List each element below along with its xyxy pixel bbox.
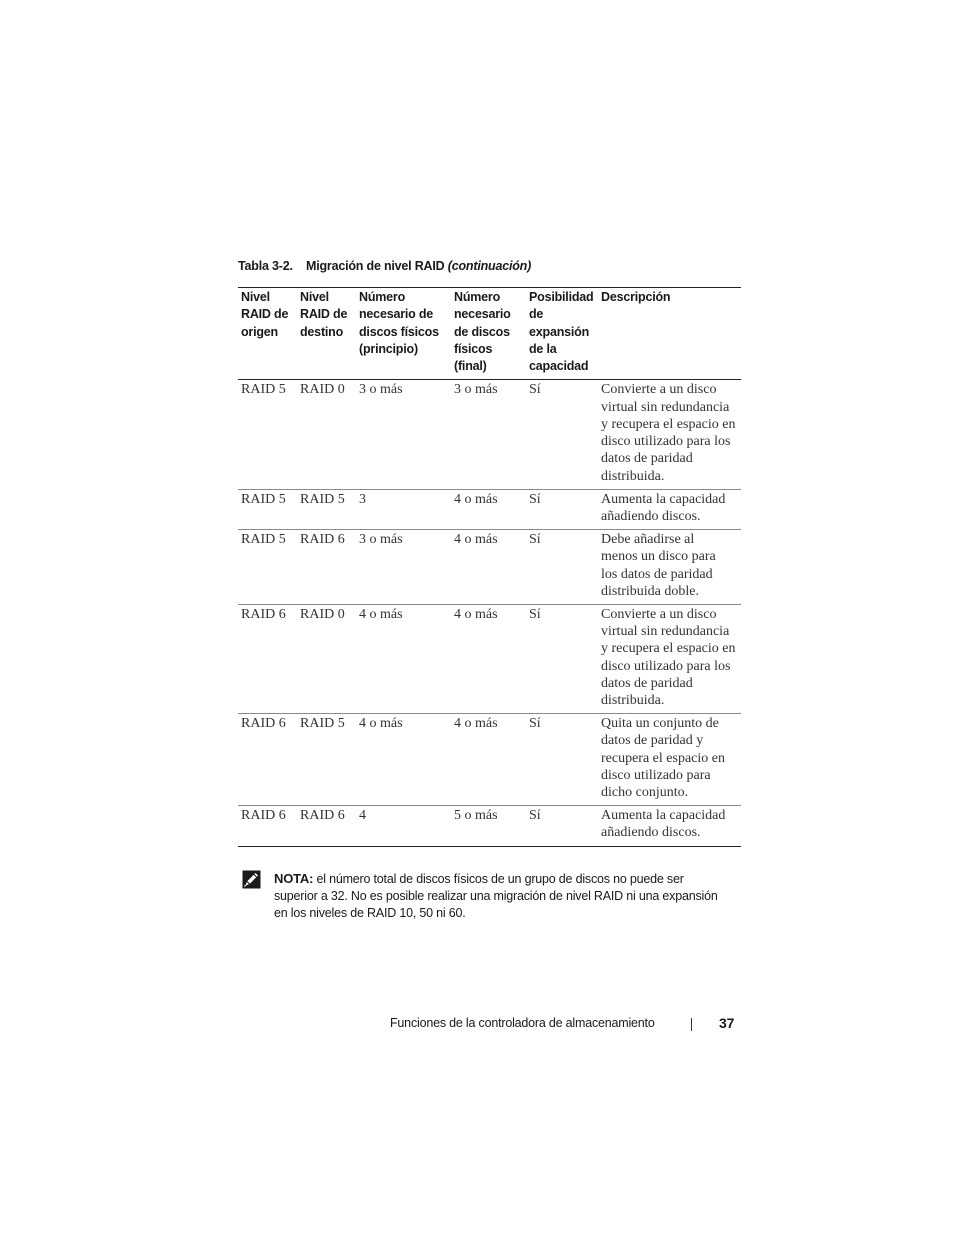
cell-nivel-origen: RAID 6 (241, 606, 286, 622)
descripcion-line: disco utilizado para los (601, 434, 731, 450)
cell-descripcion (598, 806, 741, 846)
table-number: Tabla 3-2. (238, 259, 293, 273)
descripcion-line: Aumenta la capacidad (601, 808, 726, 824)
header-line: destino (300, 324, 344, 339)
header-line: (principio) (359, 341, 418, 356)
cell-nivel-origen: RAID 6 (241, 716, 286, 732)
table-header-row (238, 288, 741, 380)
cell-discos-final: 4 o más (454, 716, 498, 732)
header-line: (final) (454, 359, 487, 374)
cell-nivel-destino: RAID 0 (300, 606, 345, 622)
header-line: necesario (454, 307, 511, 322)
table-row (238, 604, 741, 713)
descripcion-line: y recupera el espacio en (601, 416, 736, 432)
cell-posibilidad-expansion: Sí (529, 808, 541, 824)
descripcion-line: disco utilizado para los (601, 658, 731, 674)
table-title: Migración de nivel RAID (306, 259, 445, 273)
note-pencil-icon (242, 870, 261, 889)
cell-nivel-destino: RAID 0 (300, 382, 345, 398)
note-line-1: el número total de discos físicos de un grupo de discos no puede ser (313, 872, 684, 886)
cell-discos-final: 5 o más (454, 808, 498, 824)
page-number: 37 (719, 1015, 735, 1031)
note-line-3: en los niveles de RAID 10, 50 ni 60. (274, 906, 466, 921)
descripcion-line: virtual sin redundancia (601, 399, 730, 415)
header-line: discos físicos (359, 324, 439, 339)
raid-migration-table (238, 287, 741, 847)
cell-nivel-origen: RAID 5 (241, 382, 286, 398)
note-label: NOTA: (274, 871, 314, 886)
table-continuation: (continuación) (447, 259, 532, 273)
footer-section-title: Funciones de la controladora de almacenamiento (390, 1016, 655, 1030)
header-line: físicos (454, 341, 493, 356)
header-line: RAID de (241, 307, 289, 322)
descripcion-line: distribuida doble. (601, 583, 699, 599)
header-line: expansión (529, 324, 590, 339)
cell-descripcion (598, 380, 741, 489)
descripcion-line: añadiendo discos. (601, 508, 701, 524)
descripcion-line: menos un disco para (601, 549, 716, 565)
header-line: necesario de (359, 307, 434, 322)
descripcion-line: añadiendo discos. (601, 825, 701, 841)
cell-discos-final: 4 o más (454, 491, 498, 507)
cell-descripcion (598, 530, 741, 605)
table-row (238, 489, 741, 529)
descripcion-line: distribuida. (601, 468, 665, 484)
cell-nivel-destino: RAID 5 (300, 716, 345, 732)
cell-nivel-origen: RAID 5 (241, 532, 286, 548)
descripcion-line: y recupera el espacio en (601, 641, 736, 657)
descripcion-line: dicho conjunto. (601, 784, 689, 800)
cell-discos-final: 3 o más (454, 382, 498, 398)
descripcion-line: datos de paridad (601, 451, 693, 467)
table-row (238, 714, 741, 806)
cell-nivel-destino: RAID 6 (300, 808, 345, 824)
cell-discos-final: 4 o más (454, 532, 498, 548)
cell-discos-final: 4 o más (454, 606, 498, 622)
header-nivel-origen (238, 288, 297, 380)
cell-posibilidad-expansion: Sí (529, 491, 541, 507)
descripcion-line: datos de paridad y (601, 733, 704, 749)
footer-separator (691, 1018, 692, 1031)
descripcion-line: Aumenta la capacidad (601, 491, 726, 507)
descripcion-line: Convierte a un disco (601, 606, 717, 622)
descripcion-line: Quita un conjunto de (601, 716, 719, 732)
table-row (238, 806, 741, 846)
cell-discos-principio: 4 o más (359, 716, 403, 732)
cell-descripcion (598, 604, 741, 713)
cell-nivel-origen: RAID 6 (241, 808, 286, 824)
descripcion-line: Convierte a un disco (601, 382, 717, 398)
cell-discos-principio: 3 o más (359, 532, 403, 548)
table-caption (238, 259, 531, 273)
header-nivel-destino (297, 288, 356, 380)
descripcion-line: Debe añadirse al (601, 532, 695, 548)
note-text (274, 870, 744, 923)
descripcion-line: distribuida. (601, 692, 665, 708)
note-line-2: superior a 32. No es posible realizar una migración de nivel RAID ni una expansión (274, 889, 718, 904)
table-row (238, 530, 741, 605)
page-footer (390, 1015, 735, 1031)
table-body (238, 380, 741, 846)
cell-posibilidad-expansion: Sí (529, 606, 541, 622)
header-line: de la (529, 341, 557, 356)
header-line: Número (454, 290, 501, 304)
cell-nivel-destino: RAID 6 (300, 532, 345, 548)
cell-nivel-origen: RAID 5 (241, 491, 286, 507)
header-line: de discos (454, 324, 510, 339)
header-line: Número (359, 290, 406, 304)
header-discos-final (451, 288, 526, 380)
header-line: de (529, 307, 544, 322)
header-descripcion (598, 288, 741, 380)
header-line: Nivel (300, 290, 329, 304)
cell-discos-principio: 4 o más (359, 606, 403, 622)
cell-posibilidad-expansion: Sí (529, 382, 541, 398)
table-row (238, 380, 741, 489)
cell-descripcion (598, 489, 741, 529)
descripcion-line: recupera el espacio en (601, 750, 725, 766)
header-line: capacidad (529, 359, 589, 374)
descripcion-line: datos de paridad (601, 675, 693, 691)
cell-discos-principio: 4 (359, 808, 366, 824)
cell-discos-principio: 3 (359, 491, 366, 507)
descripcion-line: los datos de paridad (601, 566, 713, 582)
cell-posibilidad-expansion: Sí (529, 716, 541, 732)
cell-nivel-destino: RAID 5 (300, 491, 345, 507)
header-line: Nivel (241, 290, 270, 304)
cell-posibilidad-expansion: Sí (529, 532, 541, 548)
descripcion-line: virtual sin redundancia (601, 624, 730, 640)
header-discos-principio (356, 288, 451, 380)
header-line: Descripción (601, 290, 671, 304)
header-line: Posibilidad (529, 290, 594, 304)
header-posibilidad-expansion (526, 288, 598, 380)
cell-discos-principio: 3 o más (359, 382, 403, 398)
descripcion-line: disco utilizado para (601, 767, 711, 783)
header-line: origen (241, 324, 278, 339)
cell-descripcion (598, 714, 741, 806)
header-line: RAID de (300, 307, 348, 322)
